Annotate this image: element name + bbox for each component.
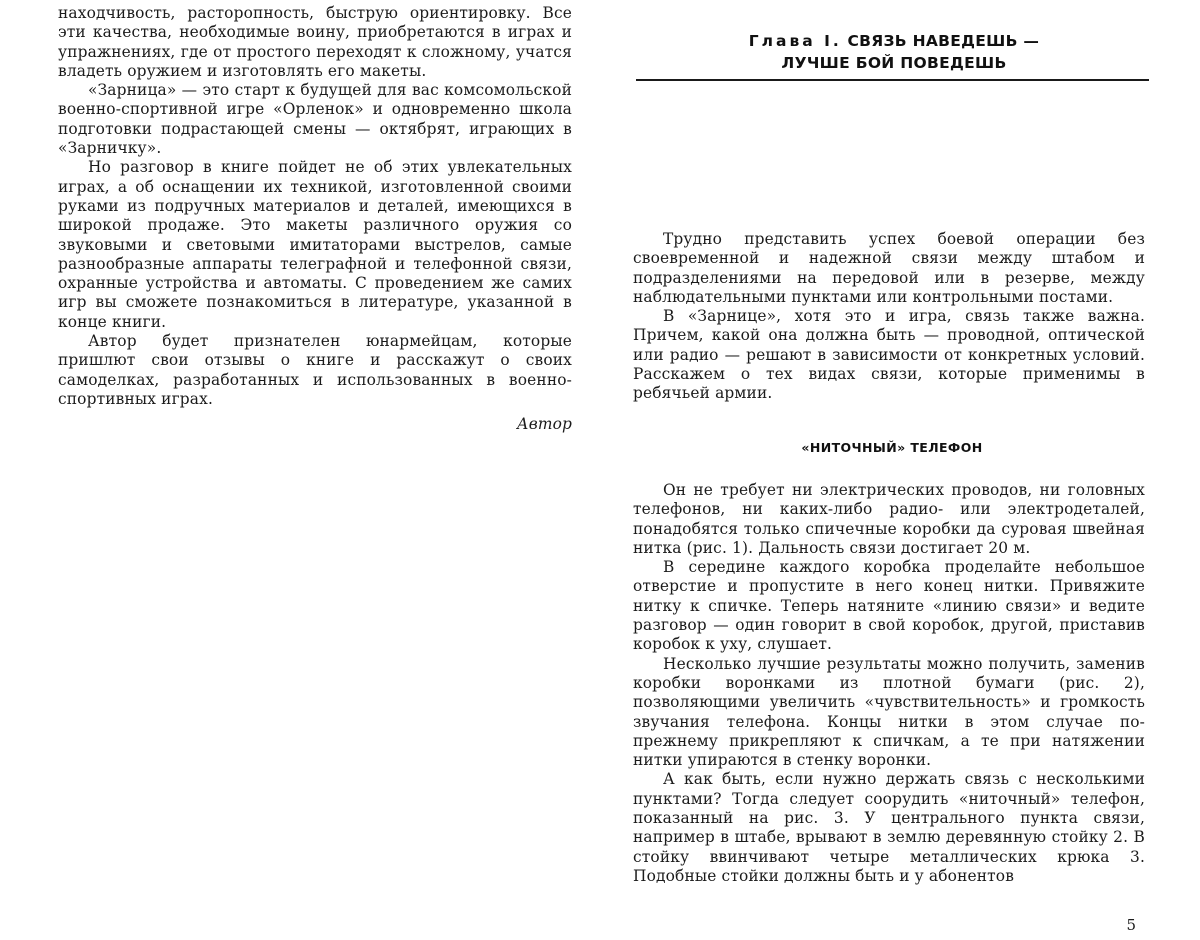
section-title: «НИТОЧНЫЙ» ТЕЛЕФОН	[636, 440, 1148, 455]
chapter-divider	[636, 79, 1149, 81]
section-text	[633, 481, 1145, 886]
left-page-text	[58, 4, 572, 435]
paragraph: Несколько лучшие результаты можно получить, заменив коробки воронками из плотной бумаги (рис. 2), позволяющими увеличить «чувствительность» и громкость звучания телефона. Концы нитки в этом случае по-прежнему прикрепляют к спичкам, а те при натяжении нитки упираются в стенку воронки.	[633, 655, 1145, 771]
paragraph: Но разговор в книге пойдет не об этих увлекательных играх, а об оснащении их техникой, изготовленной своими руками из подручных материалов и деталей, имеющихся в широкой продаже. Это макеты различного оружия со звуковыми и световыми имитаторами выстрелов, самые разнообразные аппараты телеграфной и телефонной связи, охранные устройства и автоматы. С проведением же самих игр вы сможете познакомиться в литературе, указанной в конце книги.	[58, 158, 572, 332]
paragraph: Он не требует ни электрических проводов, ни головных телефонов, ни каких-либо радио- или электродеталей, понадобятся только спичечные коробки да суровая швейная нитка (рис. 1). Дальность связи достигает 20 м.	[633, 481, 1145, 558]
paragraph: А как быть, если нужно держать связь с несколькими пунктами? Тогда следует соорудить «ниточный» телефон, показанный на рис. 3. У центрального пункта связи, например в штабе, врывают в землю деревянную стойку 2. В стойку ввинчивают четыре металлических крюка 3. Подобные стойки должны быть и у абонентов	[633, 770, 1145, 886]
left-page	[0, 0, 600, 940]
chapter-prefix: Глава I.	[749, 32, 842, 50]
paragraph: В середине каждого коробка проделайте небольшое отверстие и пропустите в него конец нитки. Привяжите нитку к спичке. Теперь натяните «линию связи» и ведите разговор — один говорит в свой коробок, другой, приставив коробок к уху, слушает.	[633, 558, 1145, 654]
chapter-title-text-1: СВЯЗЬ НАВЕДЕШЬ —	[847, 32, 1039, 50]
page-number: 5	[1126, 916, 1136, 934]
author-signature: Автор	[58, 415, 572, 434]
paragraph: находчивость, расторопность, быструю ориентировку. Все эти качества, необходимые воину, приобретаются в играх и упражнениях, где от простого переходят к сложному, учатся владеть оружием и изготовлять его макеты.	[58, 4, 572, 81]
chapter-title	[638, 30, 1150, 74]
chapter-title-line-2: ЛУЧШЕ БОЙ ПОВЕДЕШЬ	[638, 52, 1150, 74]
chapter-intro-text	[633, 230, 1145, 404]
right-page	[600, 0, 1200, 940]
chapter-title-line-1	[638, 30, 1150, 52]
paragraph: «Зарница» — это старт к будущей для вас комсомольской военно-спортивной игре «Орленок» и одновременно школа подготовки подрастающей смены — октябрят, играющих в «Зарничку».	[58, 81, 572, 158]
paragraph: Автор будет признателен юнармейцам, которые пришлют свои отзывы о книге и расскажут о своих самоделках, разработанных и использованных в военно-спортивных играх.	[58, 332, 572, 409]
paragraph: Трудно представить успех боевой операции без своевременной и надежной связи между штабом и подразделениями на передовой или в резерве, между наблюдательными пунктами или контрольными постами.	[633, 230, 1145, 307]
paragraph: В «Зарнице», хотя это и игра, связь также важна. Причем, какой она должна быть — проводной, оптической или радио — решают в зависимости от конкретных условий. Расскажем о тех видах связи, которые применимы в ребячьей армии.	[633, 307, 1145, 403]
